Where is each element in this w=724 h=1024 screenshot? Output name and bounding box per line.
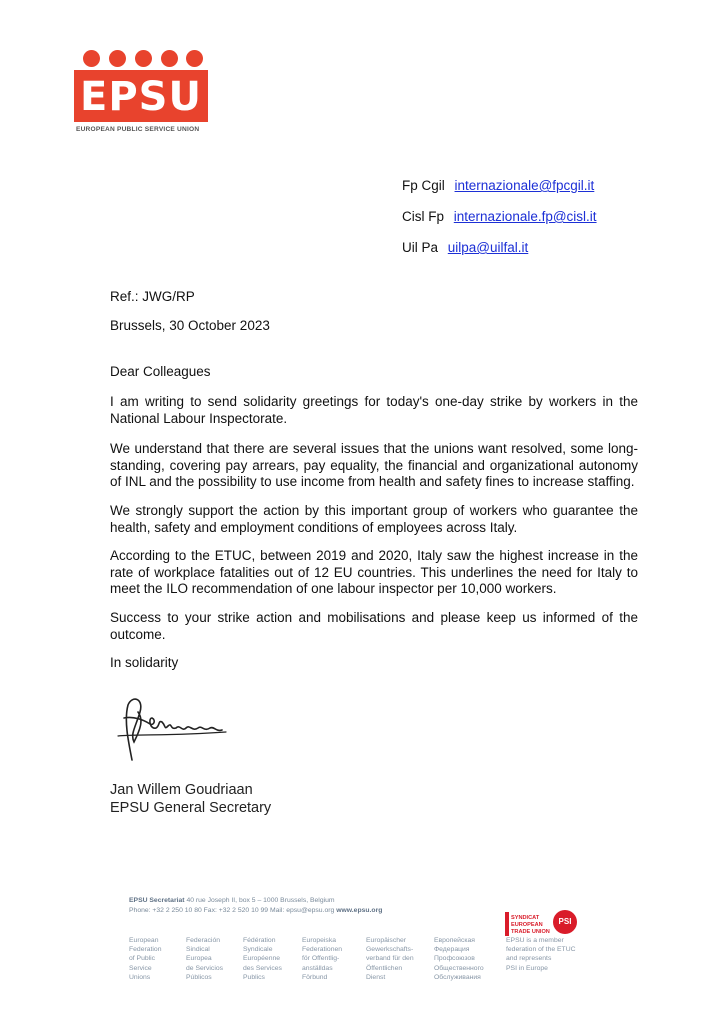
footer-column-member: EPSU is a member federation of the ETUC and represents PSI in Europe [506, 937, 576, 972]
handwritten-signature [110, 690, 240, 770]
footer-contact: Phone: +32 2 250 10 80 Fax: +32 2 520 10 99 Mail: epsu@epsu.org [129, 907, 335, 914]
etuc-badge [505, 912, 550, 936]
logo-wordmark: EPSU [80, 74, 202, 120]
recipient-email-link[interactable]: uilpa@uilfal.it [447, 240, 529, 255]
recipient-3 [402, 240, 528, 255]
footer-column-es: Federación Sindical Europea de Servicios Públicos [186, 937, 224, 981]
signatory-title: EPSU General Secretary [110, 800, 272, 816]
footer-web-link[interactable]: www.epsu.org [336, 907, 383, 914]
epsu-logo [74, 50, 208, 136]
svg-text:TRADE UNION: TRADE UNION [511, 929, 550, 935]
salutation: Dear Colleagues [110, 364, 211, 379]
footer-column-en: European Federation of Public Service Unions [129, 937, 162, 981]
recipient-2 [402, 209, 597, 224]
paragraph-1: I am writing to send solidarity greetings for today's one-day strike by workers in the National Labour Inspectorate. [110, 394, 638, 426]
reference-line: Ref.: JWG/RP [110, 289, 195, 304]
recipient-name: Fp Cgil [402, 178, 445, 193]
footer-column-de: Europäischer Gewerkschafts- verband für den Öffentlichen Dienst [366, 937, 414, 981]
recipient-email-link[interactable]: internazionale@fpcgil.it [454, 178, 595, 193]
paragraph-3: We strongly support the action by this important group of workers who guarantee the health, safety and employment conditions of employees across Italy. [110, 503, 638, 535]
svg-text:SYNDICAT: SYNDICAT [511, 915, 540, 921]
recipient-name: Cisl Fp [402, 209, 445, 224]
svg-text:EUROPEAN: EUROPEAN [511, 922, 543, 928]
recipient-1 [402, 178, 594, 193]
recipient-email-link[interactable]: internazionale.fp@cisl.it [453, 209, 597, 224]
footer-address: 40 rue Joseph II, box 5 – 1000 Brussels, Belgium [186, 897, 335, 904]
footer-column-sv: Europeiska Federationen för Offentlig- anställdas Förbund [302, 937, 343, 981]
date-line: Brussels, 30 October 2023 [110, 318, 270, 333]
paragraph-2: We understand that there are several issues that the unions want resolved, some long-standing, covering pay arrears, pay equality, the financial and organizational autonomy of INL and the possibility to use income from health and safety fines to increase staffing. [110, 441, 638, 489]
logo-box [74, 70, 208, 122]
recipient-name: Uil Pa [402, 240, 439, 255]
footer-column-fr: Fédération Syndicale Européenne des Services Publics [243, 937, 282, 981]
paragraph-5: Success to your strike action and mobilisations and please keep us informed of the outcome. [110, 610, 638, 642]
logo-tagline: EUROPEAN PUBLIC SERVICE UNION [76, 126, 200, 133]
footer-column-ru: Европейская Федерация Профсоюзов Общественного Обслуживания [434, 937, 484, 981]
footer-address-block [129, 896, 382, 916]
closing: In solidarity [110, 655, 179, 670]
paragraph-4: According to the ETUC, between 2019 and 2020, Italy saw the highest increase in the rate of workplace fatalities out of 12 EU countries. This underlines the need for Italy to meet the ILO recommendation of one labour inspector per 10,000 workers. [110, 548, 638, 596]
footer-secretariat-label: EPSU Secretariat [129, 897, 185, 904]
signatory-name: Jan Willem Goudriaan [110, 782, 253, 798]
logo-dots [83, 50, 203, 70]
psi-badge: PSI [553, 910, 577, 934]
